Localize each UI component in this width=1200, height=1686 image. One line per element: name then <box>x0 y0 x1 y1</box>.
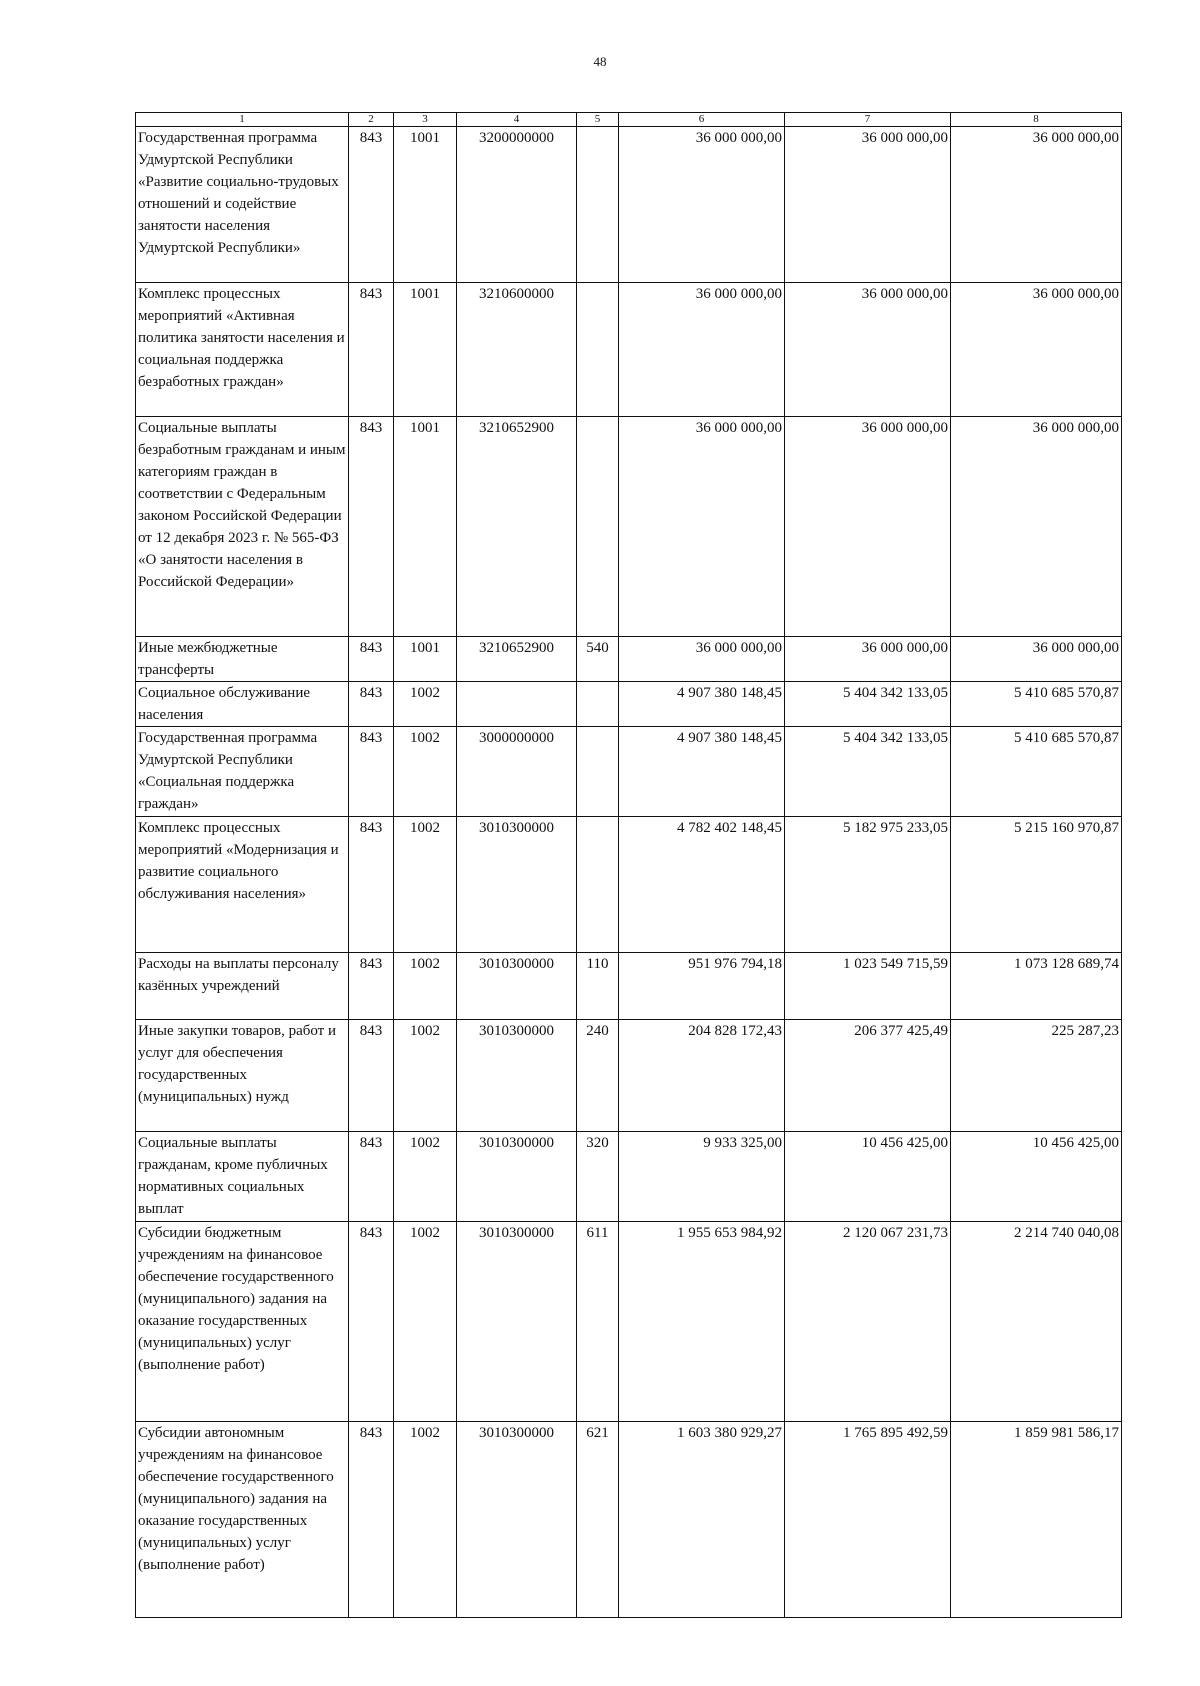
expense-name: Социальные выплаты гражданам, кроме публичных нормативных социальных выплат <box>136 1132 349 1222</box>
ministry-code: 843 <box>349 127 394 283</box>
section-code: 1002 <box>394 1222 457 1422</box>
expense-name: Комплекс процессных мероприятий «Активная политика занятости населения и социальная поддержка безработных граждан» <box>136 283 349 417</box>
page-number: 48 <box>593 54 607 69</box>
target-article-code: 3200000000 <box>457 127 577 283</box>
budget-table <box>135 112 1122 1618</box>
table-row <box>136 727 1122 817</box>
section-code: 1002 <box>394 1020 457 1132</box>
amount-col6: 4 782 402 148,45 <box>619 817 785 953</box>
amount-col8: 36 000 000,00 <box>951 127 1122 283</box>
column-number: 4 <box>457 113 577 127</box>
column-number-row <box>136 113 1122 127</box>
amount-col6: 36 000 000,00 <box>619 417 785 637</box>
amount-col6: 4 907 380 148,45 <box>619 682 785 727</box>
amount-col7: 5 404 342 133,05 <box>785 727 951 817</box>
target-article-code: 3010300000 <box>457 1222 577 1422</box>
section-code: 1002 <box>394 953 457 1020</box>
amount-col6: 36 000 000,00 <box>619 127 785 283</box>
section-code: 1002 <box>394 727 457 817</box>
table-row <box>136 1132 1122 1222</box>
amount-col8: 36 000 000,00 <box>951 283 1122 417</box>
amount-col7: 206 377 425,49 <box>785 1020 951 1132</box>
amount-col6: 951 976 794,18 <box>619 953 785 1020</box>
amount-col7: 36 000 000,00 <box>785 127 951 283</box>
expense-name: Государственная программа Удмуртской Республики «Социальная поддержка граждан» <box>136 727 349 817</box>
amount-col7: 1 765 895 492,59 <box>785 1422 951 1618</box>
table-row <box>136 127 1122 283</box>
expense-type-code: 611 <box>577 1222 619 1422</box>
expense-type-code: 240 <box>577 1020 619 1132</box>
amount-col7: 36 000 000,00 <box>785 637 951 682</box>
target-article-code: 3000000000 <box>457 727 577 817</box>
expense-name: Социальное обслуживание населения <box>136 682 349 727</box>
amount-col6: 4 907 380 148,45 <box>619 727 785 817</box>
amount-col8: 36 000 000,00 <box>951 637 1122 682</box>
target-article-code: 3010300000 <box>457 1132 577 1222</box>
column-number: 6 <box>619 113 785 127</box>
target-article-code: 3210652900 <box>457 637 577 682</box>
section-code: 1001 <box>394 283 457 417</box>
ministry-code: 843 <box>349 953 394 1020</box>
table-row <box>136 637 1122 682</box>
table-row <box>136 283 1122 417</box>
ministry-code: 843 <box>349 417 394 637</box>
section-code: 1002 <box>394 1132 457 1222</box>
table-row <box>136 953 1122 1020</box>
expense-name: Субсидии автономным учреждениям на финансовое обеспечение государственного (муниципального) задания на оказание государственных (муниципальных) услуг (выполнение работ) <box>136 1422 349 1618</box>
expense-type-code: 621 <box>577 1422 619 1618</box>
expense-type-code <box>577 127 619 283</box>
amount-col8: 5 410 685 570,87 <box>951 727 1122 817</box>
table-row <box>136 1020 1122 1132</box>
column-number: 5 <box>577 113 619 127</box>
amount-col7: 10 456 425,00 <box>785 1132 951 1222</box>
section-code: 1002 <box>394 1422 457 1618</box>
expense-name: Государственная программа Удмуртской Республики «Развитие социально-трудовых отношений и содействие занятости населения Удмуртской Республики» <box>136 127 349 283</box>
amount-col8: 1 073 128 689,74 <box>951 953 1122 1020</box>
section-code: 1001 <box>394 417 457 637</box>
expense-name: Социальные выплаты безработным гражданам и иным категориям граждан в соответствии с Федеральным законом Российской Федерации от 12 декабря 2023 г. № 565-ФЗ «О занятости населения в Российской Федерации» <box>136 417 349 637</box>
expense-type-code <box>577 682 619 727</box>
table-row <box>136 417 1122 637</box>
amount-col6: 36 000 000,00 <box>619 637 785 682</box>
amount-col6: 36 000 000,00 <box>619 283 785 417</box>
ministry-code: 843 <box>349 727 394 817</box>
ministry-code: 843 <box>349 1132 394 1222</box>
target-article-code: 3010300000 <box>457 817 577 953</box>
expense-name: Иные межбюджетные трансферты <box>136 637 349 682</box>
target-article-code: 3210600000 <box>457 283 577 417</box>
section-code: 1001 <box>394 637 457 682</box>
section-code: 1002 <box>394 682 457 727</box>
amount-col7: 36 000 000,00 <box>785 283 951 417</box>
amount-col8: 5 410 685 570,87 <box>951 682 1122 727</box>
expense-type-code <box>577 727 619 817</box>
amount-col6: 9 933 325,00 <box>619 1132 785 1222</box>
expense-type-code: 320 <box>577 1132 619 1222</box>
expense-type-code: 540 <box>577 637 619 682</box>
target-article-code: 3010300000 <box>457 1422 577 1618</box>
expense-name: Иные закупки товаров, работ и услуг для обеспечения государственных (муниципальных) нужд <box>136 1020 349 1132</box>
amount-col8: 225 287,23 <box>951 1020 1122 1132</box>
ministry-code: 843 <box>349 682 394 727</box>
section-code: 1001 <box>394 127 457 283</box>
amount-col7: 5 404 342 133,05 <box>785 682 951 727</box>
column-number: 3 <box>394 113 457 127</box>
ministry-code: 843 <box>349 283 394 417</box>
amount-col7: 36 000 000,00 <box>785 417 951 637</box>
expense-type-code <box>577 817 619 953</box>
expense-type-code <box>577 417 619 637</box>
expense-name: Расходы на выплаты персоналу казённых учреждений <box>136 953 349 1020</box>
amount-col8: 5 215 160 970,87 <box>951 817 1122 953</box>
table-row <box>136 1422 1122 1618</box>
amount-col8: 10 456 425,00 <box>951 1132 1122 1222</box>
target-article-code <box>457 682 577 727</box>
expense-name: Комплекс процессных мероприятий «Модернизация и развитие социального обслуживания населения» <box>136 817 349 953</box>
amount-col6: 1 603 380 929,27 <box>619 1422 785 1618</box>
amount-col7: 2 120 067 231,73 <box>785 1222 951 1422</box>
expense-type-code: 110 <box>577 953 619 1020</box>
column-number: 2 <box>349 113 394 127</box>
ministry-code: 843 <box>349 1020 394 1132</box>
amount-col7: 1 023 549 715,59 <box>785 953 951 1020</box>
amount-col6: 204 828 172,43 <box>619 1020 785 1132</box>
amount-col6: 1 955 653 984,92 <box>619 1222 785 1422</box>
ministry-code: 843 <box>349 637 394 682</box>
ministry-code: 843 <box>349 1422 394 1618</box>
ministry-code: 843 <box>349 1222 394 1422</box>
amount-col8: 2 214 740 040,08 <box>951 1222 1122 1422</box>
target-article-code: 3010300000 <box>457 953 577 1020</box>
ministry-code: 843 <box>349 817 394 953</box>
target-article-code: 3210652900 <box>457 417 577 637</box>
amount-col8: 1 859 981 586,17 <box>951 1422 1122 1618</box>
amount-col8: 36 000 000,00 <box>951 417 1122 637</box>
table-row <box>136 817 1122 953</box>
column-number: 8 <box>951 113 1122 127</box>
expense-type-code <box>577 283 619 417</box>
target-article-code: 3010300000 <box>457 1020 577 1132</box>
table-row <box>136 1222 1122 1422</box>
table-row <box>136 682 1122 727</box>
amount-col7: 5 182 975 233,05 <box>785 817 951 953</box>
section-code: 1002 <box>394 817 457 953</box>
column-number: 7 <box>785 113 951 127</box>
column-number: 1 <box>136 113 349 127</box>
expense-name: Субсидии бюджетным учреждениям на финансовое обеспечение государственного (муниципального) задания на оказание государственных (муниципальных) услуг (выполнение работ) <box>136 1222 349 1422</box>
